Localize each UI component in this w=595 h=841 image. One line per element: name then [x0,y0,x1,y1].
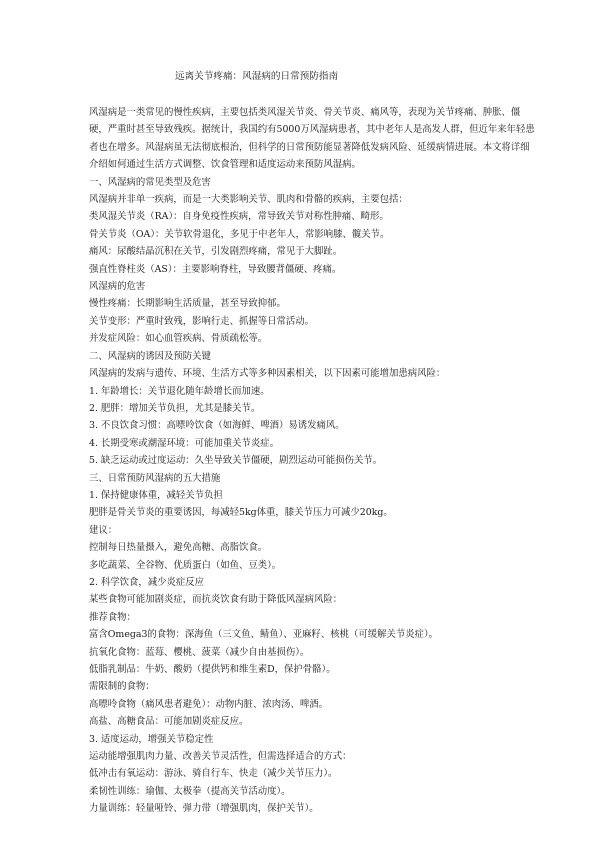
factor-item: 5. 缺乏运动或过度运动：久坐导致关节僵硬，剧烈运动可能损伤关节。 [89,455,383,467]
section2-heading: 二、风湿病的诱因及预防关键 [89,350,211,362]
limited-food-item: 高嘌呤食物（痛风患者避免）：动物内脏、浓肉汤、啤酒。 [89,698,329,710]
advice-item: 控制每日热量摄入，避免高糖、高脂饮食。 [89,542,268,554]
recommended-foods-label: 推荐食物： [89,611,136,623]
type-item: 类风湿关节炎（RA）：自身免疫性疾病，常导致关节对称性肿痛、畸形。 [89,211,389,223]
harm-item: 关节变形：严重时致残，影响行走、抓握等日常活动。 [89,315,315,327]
exercise-item: 力量训练：轻量哑铃、弹力带（增强肌肉，保护关节）。 [89,803,319,815]
document-title: 远离关节疼痛：风湿病的日常预防指南 [175,71,339,82]
recommended-food-item: 抗氧化食物：蓝莓、樱桃、菠菜（减少自由基损伤）。 [89,646,310,658]
measure1-advice-label: 建议： [89,524,118,536]
exercise-item: 柔韧性训练：瑜伽、太极拳（提高关节活动度）。 [89,785,291,797]
advice-item: 多吃蔬菜、全谷物、优质蛋白（如鱼、豆类）。 [89,559,282,571]
exercise-item: 低冲击有氧运动：游泳、骑自行车、快走（减少关节压力）。 [89,768,338,780]
factor-item: 3. 不良饮食习惯：高嘌呤饮食（如海鲜、啤酒）易诱发痛风。 [89,420,345,432]
section2-lead: 风湿病的发病与遗传、环境、生活方式等多种因素相关，以下因素可能增加患病风险： [89,368,446,380]
harm-heading: 风湿病的危害 [89,281,146,293]
type-item: 痛风：尿酸结晶沉积在关节，引发剧烈疼痛，常见于大脚趾。 [89,246,343,258]
limited-food-item: 高盐、高糖食品：可能加剧炎症反应。 [89,716,249,728]
section3-heading: 三、日常预防风湿病的五大措施 [89,472,221,484]
type-item: 强直性脊柱炎（AS）：主要影响脊柱，导致腰背僵硬、疼痛。 [89,263,342,275]
measure1-text: 肥胖是骨关节炎的重要诱因，每减轻5kg体重，膝关节压力可减少20kg。 [89,507,393,519]
measure3-heading: 3. 适度运动，增强关节稳定性 [89,733,214,745]
factor-item: 1. 年龄增长：关节退化随年龄增长而加速。 [89,385,270,397]
section1-heading: 一、风湿病的常见类型及危害 [89,176,211,188]
intro-paragraph: 风湿病是一类常见的慢性疾病，主要包括类风湿关节炎、骨关节炎、痛风等，表现为关节疼痛、肿胀、僵硬，严重时甚至导致残疾。据统计，我国约有5000万风湿病患者，其中老年人是高发人群，但近年来年轻患者也在增多。风湿病虽无法彻底根治，但科学的日常预防能显著降低发病风险、延缓病情进展。本文将详细介绍如何通过生活方式调整、饮食管理和适度运动来预防风湿病。 [89,107,535,171]
measure2-text: 某些食物可能加剧炎症，而抗炎饮食有助于降低风湿病风险： [89,594,343,606]
section1-lead: 风湿病并非单一疾病，而是一大类影响关节、肌肉和骨骼的疾病，主要包括： [89,194,408,206]
factor-item: 4. 长期受寒或潮湿环境：可能加重关节炎症。 [89,437,280,449]
type-item: 骨关节炎（OA）：关节软骨退化，多见于中老年人，常影响膝、髋关节。 [89,228,390,240]
factor-item: 2. 肥胖：增加关节负担，尤其是膝关节。 [89,402,261,414]
measure1-heading: 1. 保持健康体重，减轻关节负担 [89,489,223,501]
harm-item: 并发症风险：如心血管疾病、骨质疏松等。 [89,333,268,345]
harm-item: 慢性疼痛：长期影响生活质量，甚至导致抑郁。 [89,298,286,310]
measure3-text: 运动能增强肌肉力量、改善关节灵活性，但需选择适合的方式： [89,751,352,763]
recommended-food-item: 富含Omega3的食物：深海鱼（三文鱼、鲭鱼）、亚麻籽、核桃（可缓解关节炎症）。 [89,629,439,641]
measure2-heading: 2. 科学饮食，减少炎症反应 [89,576,205,588]
limited-foods-label: 需限制的食物： [89,681,155,693]
recommended-food-item: 低脂乳制品：牛奶、酸奶（提供钙和维生素D，保护骨骼）。 [89,664,336,675]
